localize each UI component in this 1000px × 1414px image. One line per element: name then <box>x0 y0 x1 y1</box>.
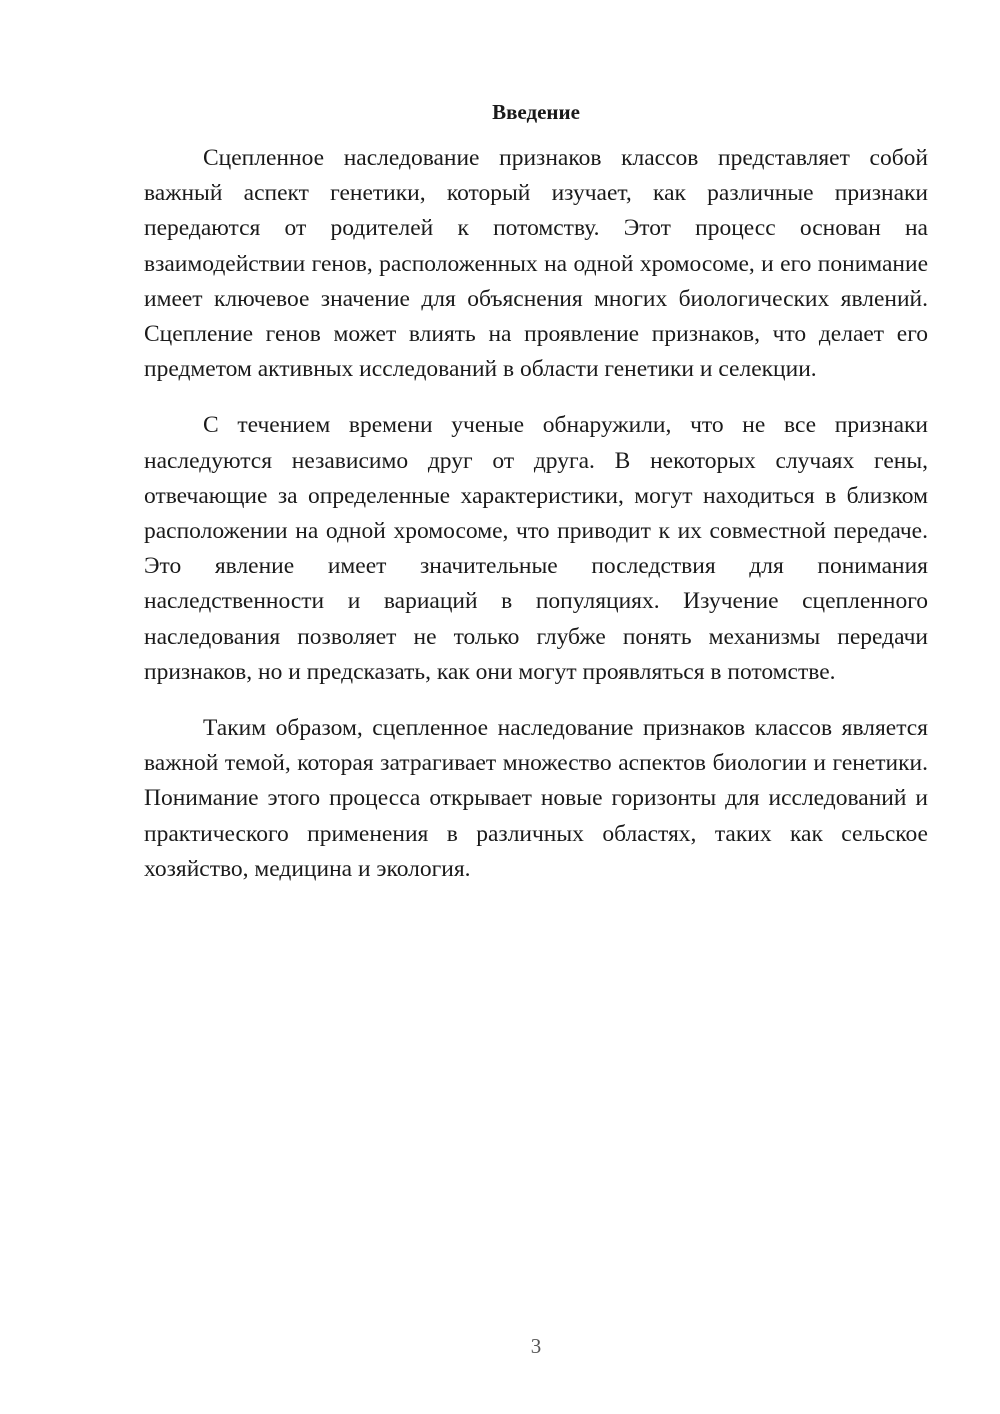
paragraph-1: Сцепленное наследование признаков классов представляет собой важный аспект генетики, который изучает, как различные признаки передаются от родителей к потомству. Этот процесс основан на взаимодействии генов, расположенных на одной хромосоме, и его понимание имеет ключевое значение для объяснения многих биологических явлений. Сцепление генов может влиять на проявление признаков, что делает его предметом активных исследований в области генетики и селекции. <box>144 145 928 383</box>
section-heading: Введение <box>492 100 580 124</box>
paragraph-3: Таким образом, сцепленное наследование признаков классов является важной темой, которая затрагивает множество аспектов биологии и генетики. Понимание этого процесса открывает новые горизонты для исследований и практического применения в различных областях, таких как сельское хозяйство, медицина и экология. <box>144 715 928 882</box>
paragraph-2: С течением времени ученые обнаружили, что не все признаки наследуются независимо друг от друга. В некоторых случаях гены, отвечающие за определенные характеристики, могут находиться в близком расположении на одной хромосоме, что приводит к их совместной передаче. Это явление имеет значительные последствия для понимания наследственности и вариаций в популяциях. Изучение сцепленного наследования позволяет не только глубже понять механизмы передачи признаков, но и предсказать, как они могут проявляться в потомстве. <box>144 412 928 685</box>
page-number: 3 <box>530 1334 542 1358</box>
body-text <box>144 141 928 908</box>
